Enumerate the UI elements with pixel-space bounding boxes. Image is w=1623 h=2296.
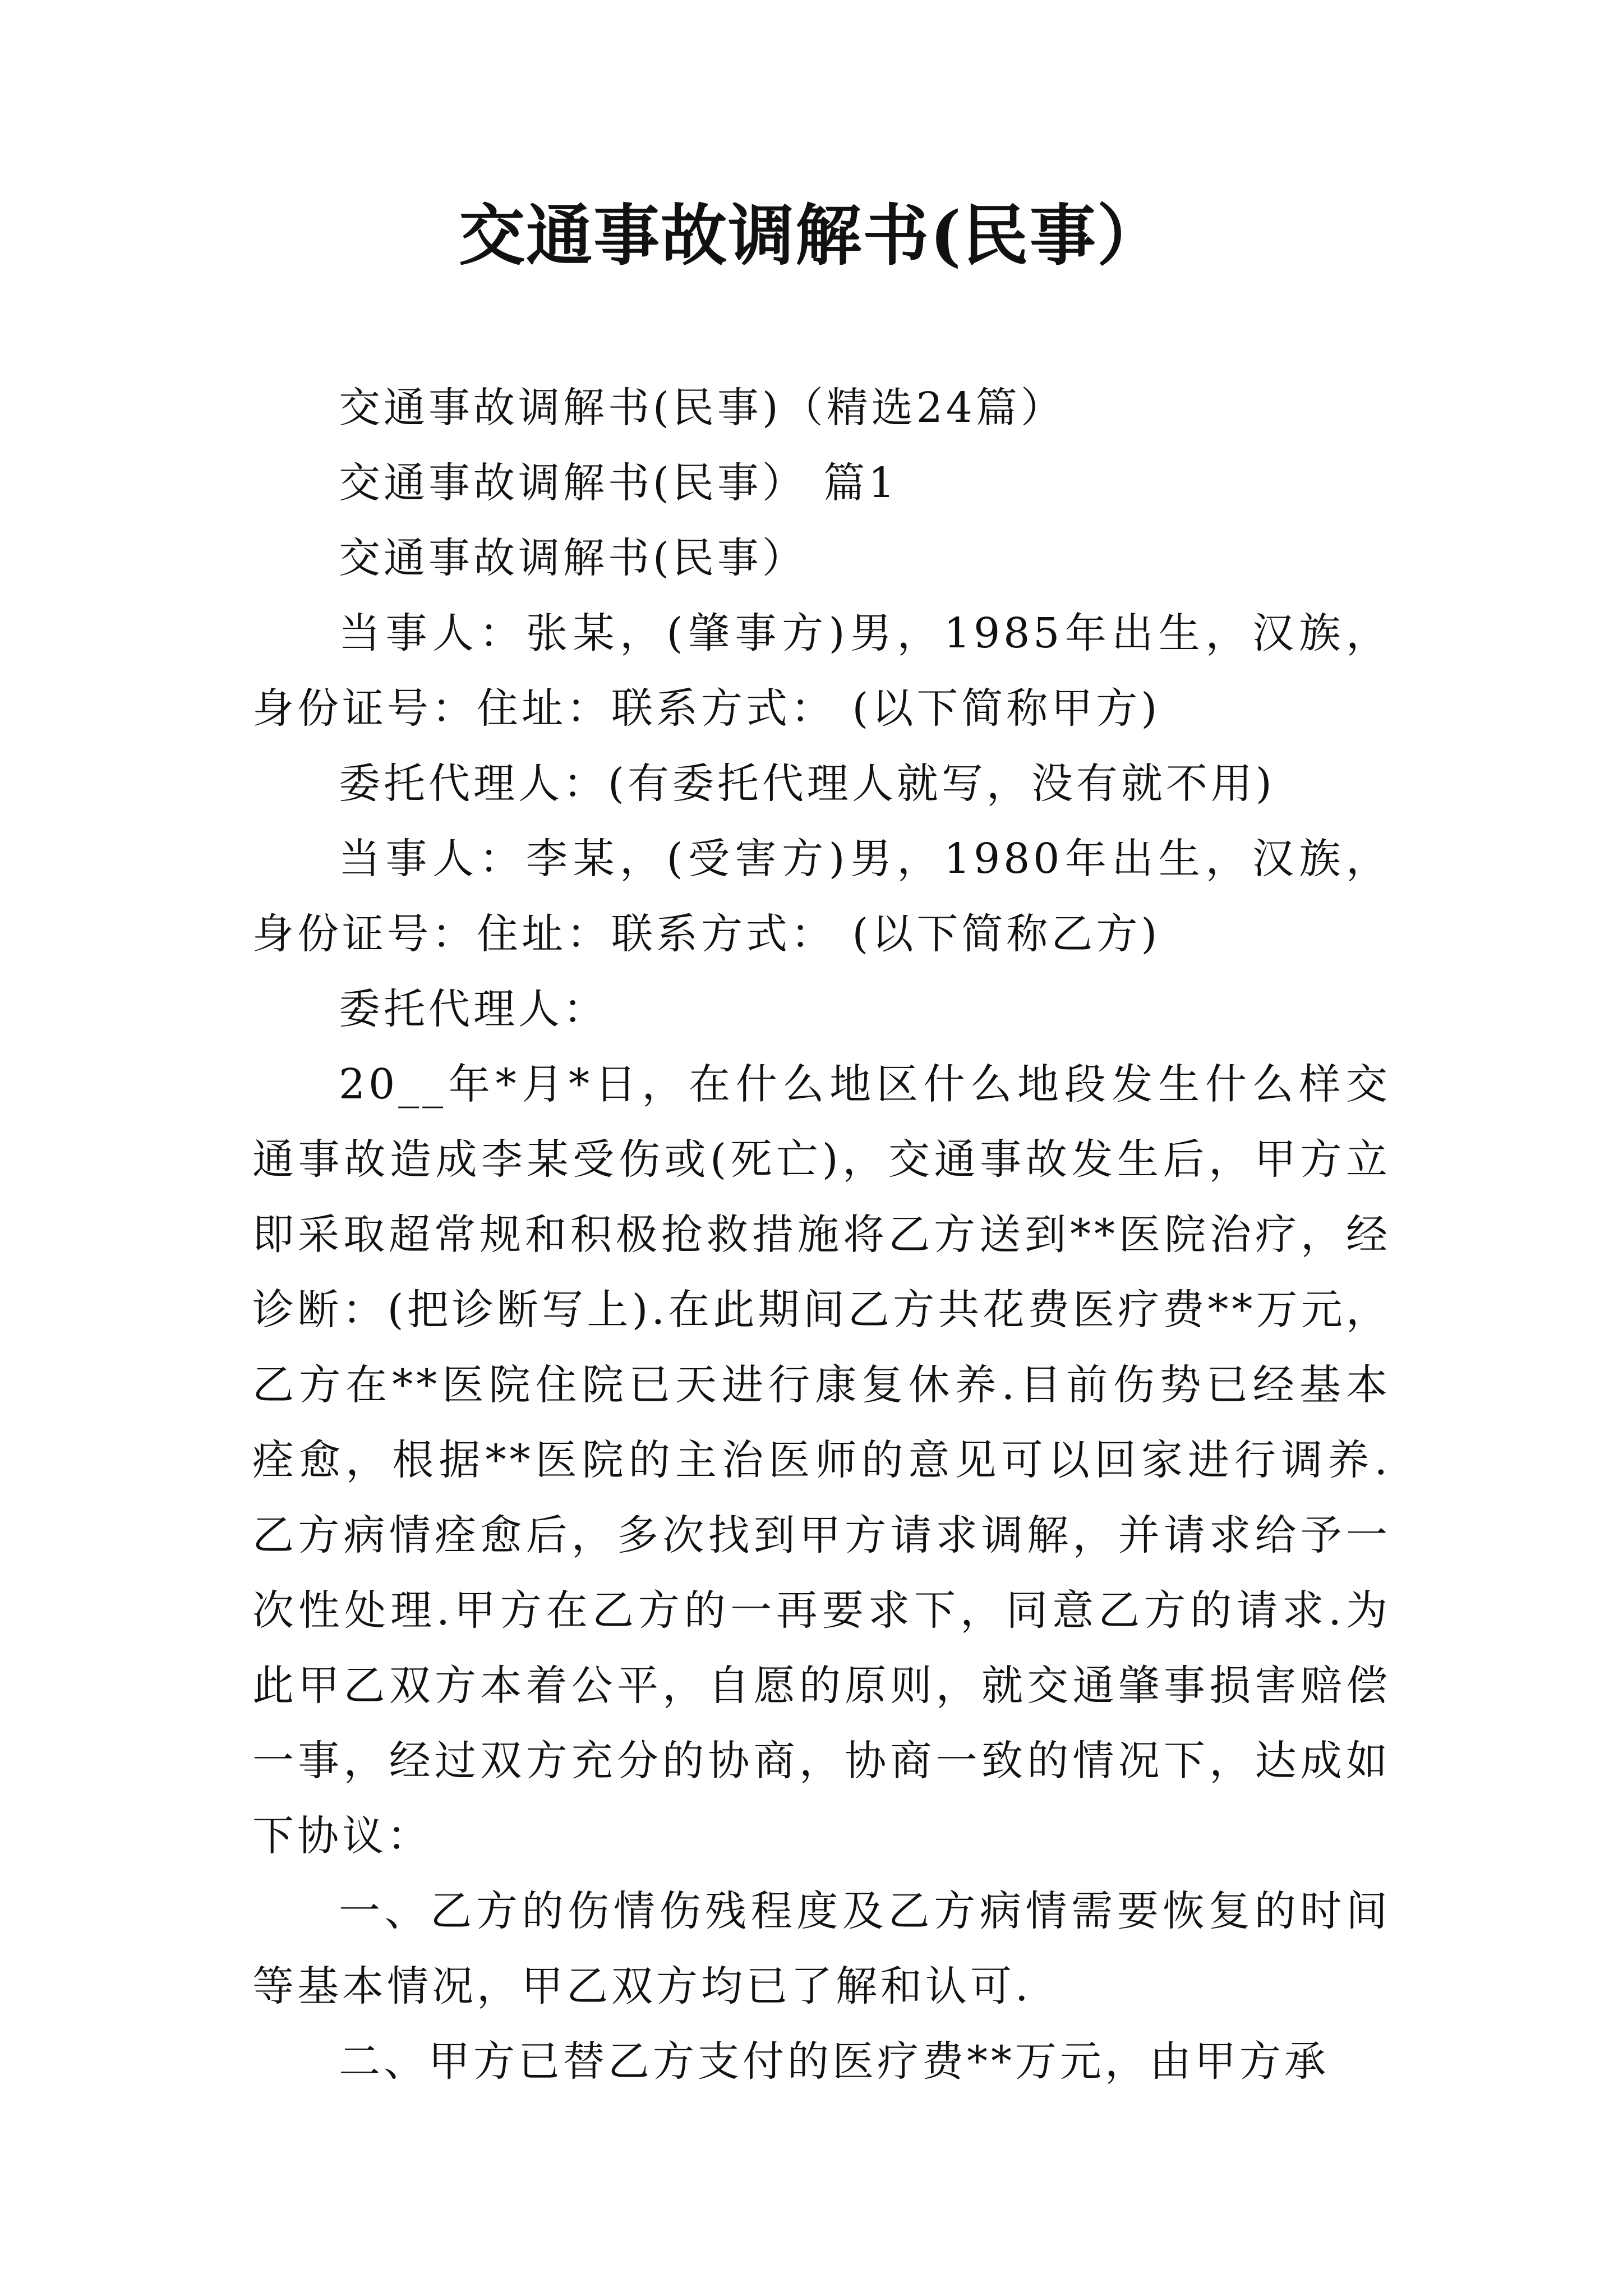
paragraph-clause-2: 二、甲方已替乙方支付的医疗费**万元，由甲方承 [339,2037,1329,2086]
paragraph-subtitle: 交通事故调解书(民事)（精选24篇） [339,384,1066,432]
document-body [252,370,1391,2099]
paragraph-agent-b: 委托代理人： [339,985,608,1033]
paragraph-section-heading: 交通事故调解书(民事） 篇1 [339,459,898,507]
paragraph-agent-a: 委托代理人：(有委托代理人就写，没有就不用) [339,760,1275,808]
paragraph-party-a: 当事人：张某，(肇事方)男，1985年出生，汉族，身份证号：住址：联系方式： (以下简称甲方) [252,609,1391,733]
document-title: 交通事故调解书(民事） [459,196,1164,274]
paragraph-party-b: 当事人：李某，(受害方)男，1980年出生，汉族，身份证号：住址：联系方式： (以下简称乙方) [252,835,1391,958]
paragraph-doc-name: 交通事故调解书(民事） [339,534,807,582]
paragraph-clause-1: 一、乙方的伤情伤残程度及乙方病情需要恢复的时间等基本情况，甲乙双方均已了解和认可. [252,1887,1391,2010]
paragraph-incident: 20__年*月*日，在什么地区什么地段发生什么样交通事故造成李某受伤或(死亡)，交通事故发生后，甲方立即采取超常规和积极抢救措施将乙方送到**医院治疗，经诊断：(把诊断写上).在此期间乙方共花费医疗费**万元，乙方在**医院住院已天进行康复休养.目前伤势已经基本痊愈，根据**医院的主治医师的意见可以回家进行调养.乙方病情痊愈后，多次找到甲方请求调解，并请求给予一次性处理.甲方在乙方的一再要求下，同意乙方的请求.为此甲乙双方本着公平，自愿的原则，就交通肇事损害赔偿一事，经过双方充分的协商，协商一致的情况下，达成如下协议： [252,1060,1391,1860]
